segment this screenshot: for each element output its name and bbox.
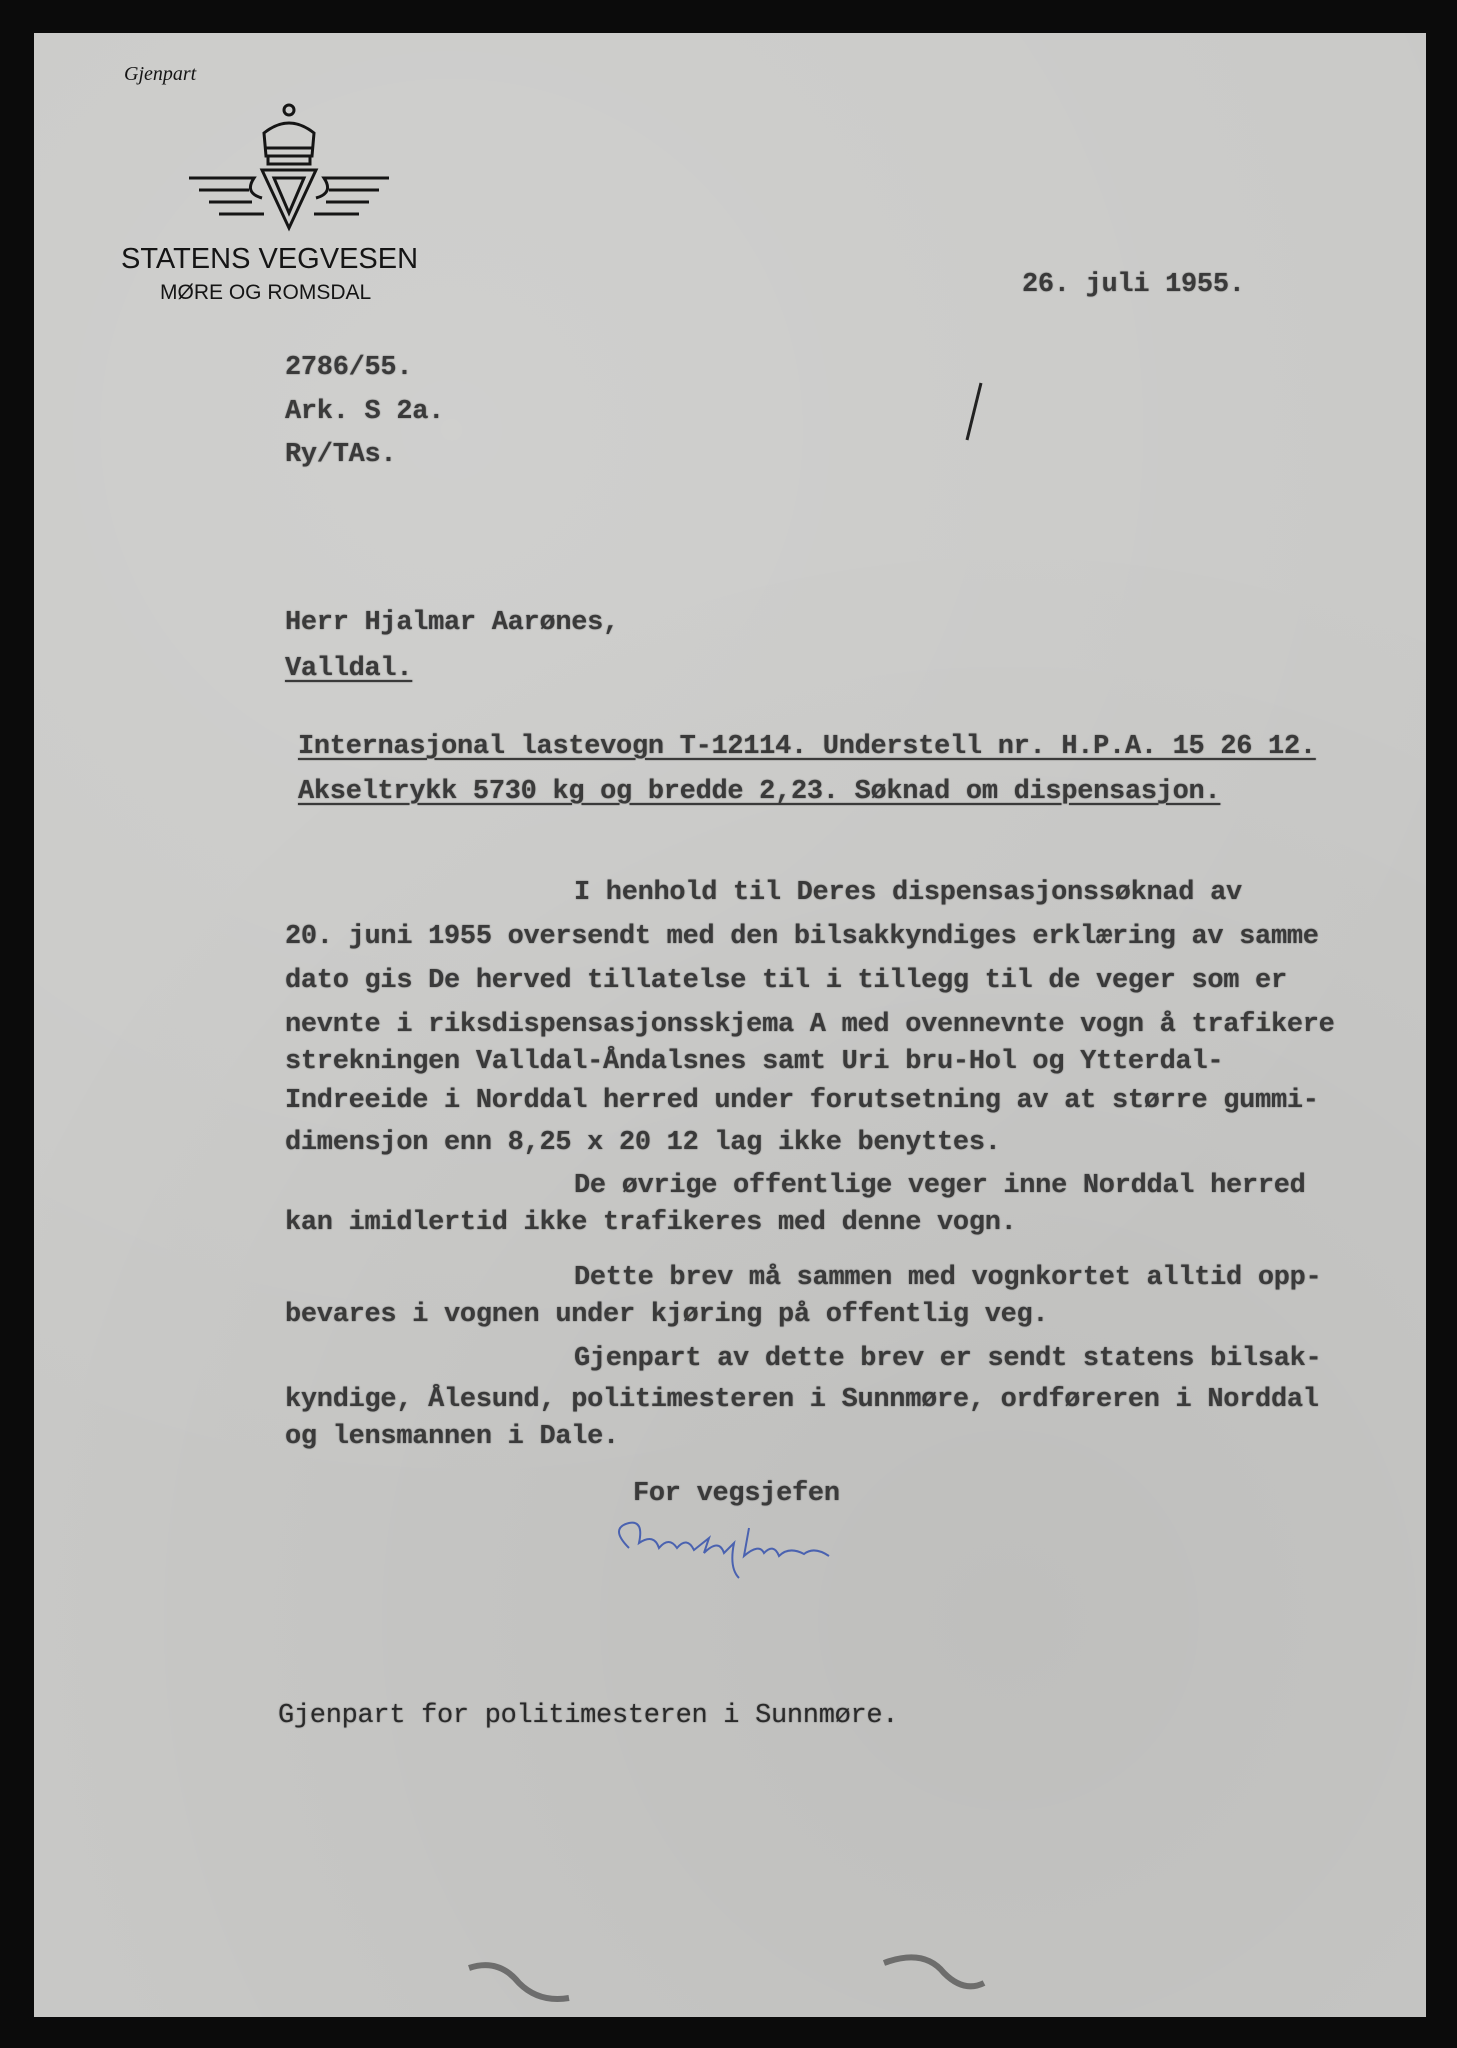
subject-line-2: Akseltrykk 5730 kg og bredde 2,23. Søknad om dispensasjon. bbox=[298, 777, 1221, 807]
body-line: Dette brev må sammen med vognkortet alltid opp- bbox=[574, 1263, 1322, 1293]
body-line: kyndige, Ålesund, politimesteren i Sunnmøre, ordføreren i Norddal bbox=[285, 1385, 1319, 1415]
body-line: dimensjon enn 8,25 x 20 12 lag ikke benyttes. bbox=[285, 1128, 1001, 1158]
recipient-name: Herr Hjalmar Aarønes, bbox=[285, 608, 619, 638]
letter-page bbox=[34, 33, 1426, 2017]
smudge-left bbox=[459, 1953, 579, 2013]
copy-label: Gjenpart bbox=[124, 63, 197, 85]
letterhead-region: MØRE OG ROMSDAL bbox=[160, 281, 372, 304]
body-line: Indreeide i Norddal herred under forutsetning av at større gummi- bbox=[285, 1086, 1319, 1116]
body-line: I henhold til Deres dispensasjonssøknad av bbox=[574, 878, 1242, 908]
body-line: strekningen Valldal-Åndalsnes samt Uri bru-Hol og Ytterdal- bbox=[285, 1047, 1224, 1077]
body-line: De øvrige offentlige veger inne Norddal herred bbox=[574, 1171, 1306, 1201]
recipient-place: Valldal. bbox=[285, 654, 413, 684]
reference-number: 2786/55. bbox=[285, 353, 413, 383]
archive-code: Ark. S 2a. bbox=[285, 397, 445, 427]
body-line: kan imidlertid ikke trafikeres med denne vogn. bbox=[285, 1208, 1017, 1238]
body-line: Gjenpart av dette brev er sendt statens bilsak- bbox=[574, 1344, 1322, 1374]
pen-mark bbox=[959, 378, 989, 448]
subject-line-1: Internasjonal lastevogn T-12114. Understell nr. H.P.A. 15 26 12. bbox=[298, 732, 1316, 762]
letter-date: 26. juli 1955. bbox=[1022, 270, 1245, 300]
body-line: 20. juni 1955 oversendt med den bilsakkyndiges erklæring av samme bbox=[285, 922, 1319, 952]
smudge-right bbox=[874, 1948, 994, 2008]
letterhead-org: STATENS VEGVESEN bbox=[121, 243, 419, 275]
crown-wings-logo bbox=[184, 98, 394, 238]
initials: Ry/TAs. bbox=[285, 440, 397, 470]
closing: For vegsjefen bbox=[633, 1479, 840, 1509]
body-line: dato gis De herved tillatelse til i tillegg til de veger som er bbox=[285, 966, 1287, 996]
body-line: og lensmannen i Dale. bbox=[285, 1422, 619, 1452]
body-line: nevnte i riksdispensasjonsskjema A med ovennevnte vogn å trafikere bbox=[285, 1010, 1335, 1040]
body-line: bevares i vognen under kjøring på offentlig veg. bbox=[285, 1300, 1049, 1330]
signature bbox=[599, 1508, 889, 1588]
footer-copy-note: Gjenpart for politimesteren i Sunnmøre. bbox=[278, 1701, 899, 1731]
